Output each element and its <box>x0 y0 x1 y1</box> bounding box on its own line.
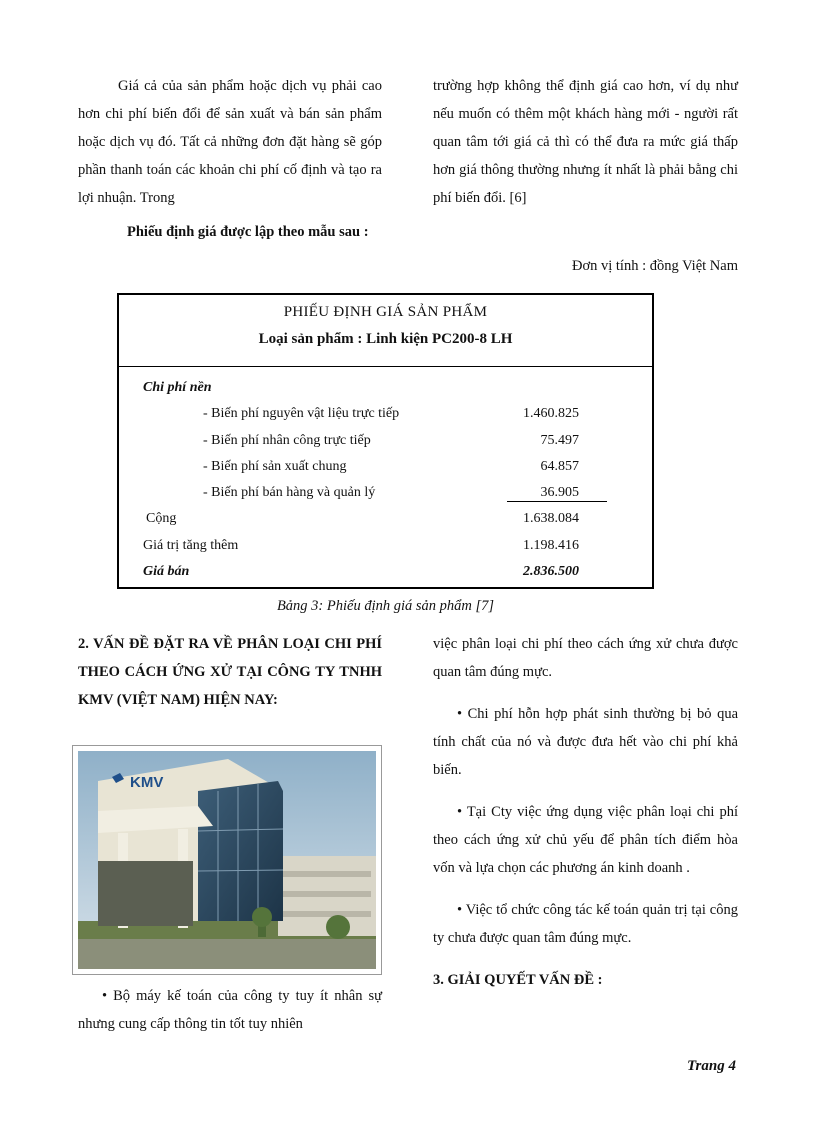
base-cost-label: Chi phí nền <box>143 380 212 395</box>
left-bullet-text: Bộ máy kế toán của công ty tuy ít nhân sự nhưng cung cấp thông tin tốt tuy nhiên <box>78 988 382 1032</box>
company-building-photo <box>72 745 382 975</box>
price-value: 2.836.500 <box>523 564 579 579</box>
table-caption: Bảng 3: Phiếu định giá sản phẩm [7] <box>276 598 495 614</box>
cost-item-label: - Biến phí nhân công trực tiếp <box>203 433 371 448</box>
form-intro: Phiếu định giá được lập theo mẫu sau : <box>127 224 369 240</box>
total-label: Cộng <box>146 511 177 526</box>
right-continuation: việc phân loại chi phí theo cách ứng xử chưa được quan tâm đúng mực. <box>433 636 738 680</box>
right-bullet-text: Việc tổ chức công tác kế toán quản trị tại công ty chưa được quan tâm đúng mực. <box>433 902 738 946</box>
price-label: Giá bán <box>143 564 190 579</box>
cost-item-value: 64.857 <box>540 459 579 474</box>
intro-paragraph-left: Giá cả của sản phẩm hoặc dịch vụ phải cao hơn chi phí biến đổi để sản xuất và bán sản phẩm hoặc dịch vụ đó. Tất cả những đơn đặt hàng sẽ góp phần thanh toán các khoản chi phí cố định và tạo ra lợi nhuận. Trong <box>78 78 382 206</box>
section-3-heading: 3. GIẢI QUYẾT VẤN ĐỀ : <box>433 972 603 988</box>
unit-note: Đơn vị tính : đồng Việt Nam <box>571 258 738 274</box>
left-column-intro <box>78 72 382 212</box>
building-image <box>78 751 376 969</box>
price-sheet-product: Loại sản phẩm : Linh kiện PC200-8 LH <box>258 331 513 347</box>
markup-value: 1.198.416 <box>523 538 579 553</box>
cost-item-label: - Biến phí nguyên vật liệu trực tiếp <box>203 406 400 421</box>
page-number: Trang 4 <box>686 1058 736 1074</box>
right-bullet-item <box>433 798 738 882</box>
left-bullet-block <box>78 982 382 1038</box>
bullet-dot: • <box>457 902 463 918</box>
intro-paragraph-right: trường hợp không thể định giá cao hơn, ví dụ như nếu muốn có thêm một khách hàng mới - người rất quan tâm tới giá cả thì có thể đưa ra mức giá thấp hơn giá thông thường nhưng ít nhất là phải bằng chi phí biến đổi. [6] <box>433 78 738 206</box>
price-sheet-title: PHIẾU ĐỊNH GIÁ SẢN PHẨM <box>283 304 488 320</box>
right-bullet-text: Chi phí hỗn hợp phát sinh thường bị bỏ qua tính chất của nó và được đưa hết vào chi phí khả biến. <box>433 706 738 778</box>
right-bullet-item <box>433 700 738 784</box>
right-bullet-text: Tại Cty việc ứng dụng việc phân loại chi phí theo cách ứng xử chủ yếu để phân tích điểm hòa vốn và lựa chọn các phương án kinh doanh . <box>433 804 738 876</box>
price-sheet-table <box>117 293 654 589</box>
cost-item-value: 1.460.825 <box>523 406 579 421</box>
total-value: 1.638.084 <box>523 511 579 526</box>
subtotal-rule <box>507 501 607 502</box>
right-column-intro <box>433 72 738 212</box>
cost-item-value: 75.497 <box>540 433 579 448</box>
bullet-dot: • <box>102 988 108 1004</box>
bullet-dot: • <box>457 804 463 820</box>
price-sheet-header <box>119 295 652 367</box>
right-bullet-item <box>433 896 738 952</box>
right-column-bottom <box>433 630 738 994</box>
cost-item-label: - Biến phí bán hàng và quản lý <box>203 485 376 500</box>
cost-item-label: - Biến phí sản xuất chung <box>203 459 347 474</box>
cost-item-value: 36.905 <box>540 485 579 500</box>
left-bullet-item <box>78 982 382 1038</box>
sign-text: KMV <box>130 774 164 791</box>
markup-label: Giá trị tăng thêm <box>143 538 239 553</box>
section-2-heading: 2. VẤN ĐỀ ĐẶT RA VỀ PHÂN LOẠI CHI PHÍ THEO CÁCH ỨNG XỬ TẠI CÔNG TY TNHH KMV (VIỆT NAM) HIỆN NAY: <box>78 636 382 708</box>
bullet-dot: • <box>457 706 463 722</box>
building-illustration <box>78 751 376 969</box>
